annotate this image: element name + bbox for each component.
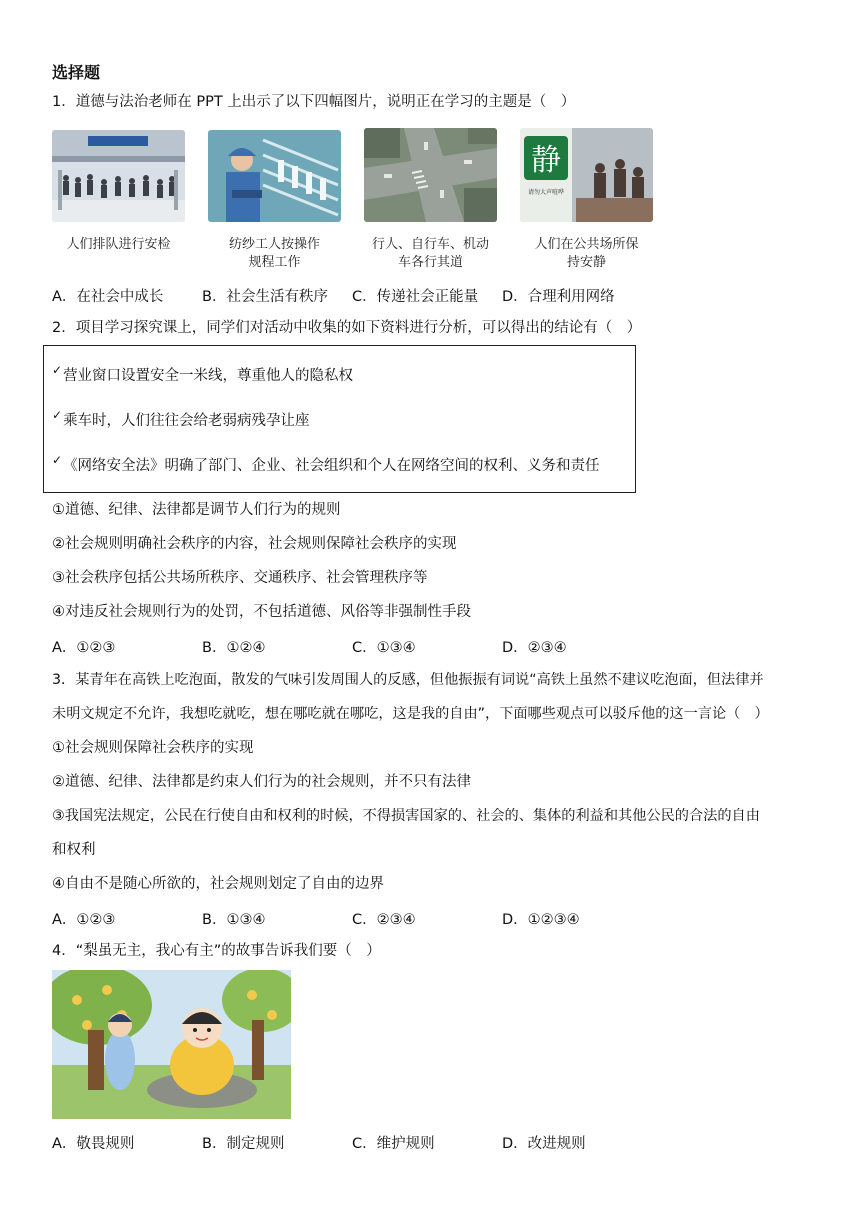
q1-option-d[interactable]: D．合理利用网络 bbox=[502, 289, 615, 305]
q2-statement-3: ③社会秩序包括公共场所秩序、交通秩序、社会管理秩序等 bbox=[52, 570, 428, 586]
q3-statement-4: ④自由不是随心所欲的，社会规则划定了自由的边界 bbox=[52, 876, 384, 892]
q4-option-b[interactable]: B．制定规则 bbox=[202, 1136, 285, 1152]
q1-caption-1: 人们排队进行安检 bbox=[66, 237, 171, 252]
q1-caption-4: 人们在公共场所保 持安静 bbox=[534, 237, 639, 270]
q1-photo-security-queue bbox=[52, 130, 185, 222]
q3-option-c[interactable]: C．②③④ bbox=[352, 912, 416, 928]
q1-caption-2: 纺纱工人按操作 规程工作 bbox=[228, 237, 320, 270]
q2-option-a[interactable]: A．①②③ bbox=[52, 640, 116, 656]
q4-option-d[interactable]: D．改进规则 bbox=[502, 1136, 586, 1152]
q2-material-item-2: ✓乘车时，人们往往会给老弱病残孕让座 bbox=[52, 408, 310, 429]
section-title: 选择题 bbox=[52, 63, 101, 82]
q2-statement-2: ②社会规则明确社会秩序的内容，社会规则保障社会秩序的实现 bbox=[52, 536, 457, 552]
q3-option-d[interactable]: D．①②③④ bbox=[502, 912, 580, 928]
q1-option-c[interactable]: C．传递社会正能量 bbox=[352, 289, 479, 305]
q3-stem-line-1: 3．某青年在高铁上吃泡面，散发的气味引发周围人的反感，但他振振有词说“高铁上虽然不建议吃泡面，但法律并 bbox=[52, 672, 764, 688]
q1-option-b[interactable]: B．社会生活有秩序 bbox=[202, 289, 328, 305]
q2-option-c[interactable]: C．①③④ bbox=[352, 640, 416, 656]
q3-stem-line-2: 未明文规定不允许，我想吃就吃，想在哪吃就在哪吃，这是我的自由”，下面哪些观点可以驳斥他的这一言论（ ） bbox=[52, 706, 769, 722]
check-icon: ✓ bbox=[52, 453, 63, 467]
quiet-sign-small-text: 请勿大声喧哗 bbox=[527, 189, 565, 196]
q4-stem: 4．“梨虽无主，我心有主”的故事告诉我们要（ ） bbox=[52, 943, 381, 959]
q1-option-a[interactable]: A．在社会中成长 bbox=[52, 289, 164, 305]
q4-option-a[interactable]: A．敬畏规则 bbox=[52, 1136, 135, 1152]
q1-photo-traffic-intersection bbox=[364, 128, 497, 222]
q4-option-c[interactable]: C．维护规则 bbox=[352, 1136, 435, 1152]
q2-stem: 2．项目学习探究课上，同学们对活动中收集的如下资料进行分析，可以得出的结论有（ ） bbox=[52, 320, 642, 336]
q2-statement-1: ①道德、纪律、法律都是调节人们行为的规则 bbox=[52, 502, 341, 518]
q4-illustration-pear-tree-story bbox=[52, 970, 291, 1119]
q2-material-item-3: ✓《网络安全法》明确了部门、企业、社会组织和个人在网络空间的权利、义务和责任 bbox=[52, 453, 600, 474]
q3-statement-3: ③我国宪法规定，公民在行使自由和权利的时候，不得损害国家的、社会的、集体的利益和其他公民的合法的自由 bbox=[52, 808, 760, 824]
check-icon: ✓ bbox=[52, 408, 63, 422]
q1-photo-textile-worker bbox=[208, 130, 341, 222]
q3-statement-2: ②道德、纪律、法律都是约束人们行为的社会规则，并不只有法律 bbox=[52, 774, 471, 790]
q3-option-a[interactable]: A．①②③ bbox=[52, 912, 116, 928]
check-icon: ✓ bbox=[52, 363, 63, 377]
q3-option-b[interactable]: B．①③④ bbox=[202, 912, 266, 928]
q1-stem: 1．道德与法治老师在 PPT 上出示了以下四幅图片，说明正在学习的主题是（ ） bbox=[52, 94, 576, 110]
q1-photo-quiet-public-place bbox=[520, 128, 653, 222]
q1-caption-3: 行人、自行车、机动 车各行其道 bbox=[371, 237, 489, 270]
q2-option-d[interactable]: D．②③④ bbox=[502, 640, 567, 656]
q2-statement-4: ④对违反社会规则行为的处罚，不包括道德、风俗等非强制性手段 bbox=[52, 604, 471, 620]
q2-option-b[interactable]: B．①②④ bbox=[202, 640, 266, 656]
q3-statement-3-cont: 和权利 bbox=[52, 842, 96, 858]
jing-sign-text: 静 bbox=[531, 143, 561, 178]
q2-material-item-1: ✓营业窗口设置安全一米线，尊重他人的隐私权 bbox=[52, 363, 354, 384]
q3-statement-1: ①社会规则保障社会秩序的实现 bbox=[52, 740, 254, 756]
